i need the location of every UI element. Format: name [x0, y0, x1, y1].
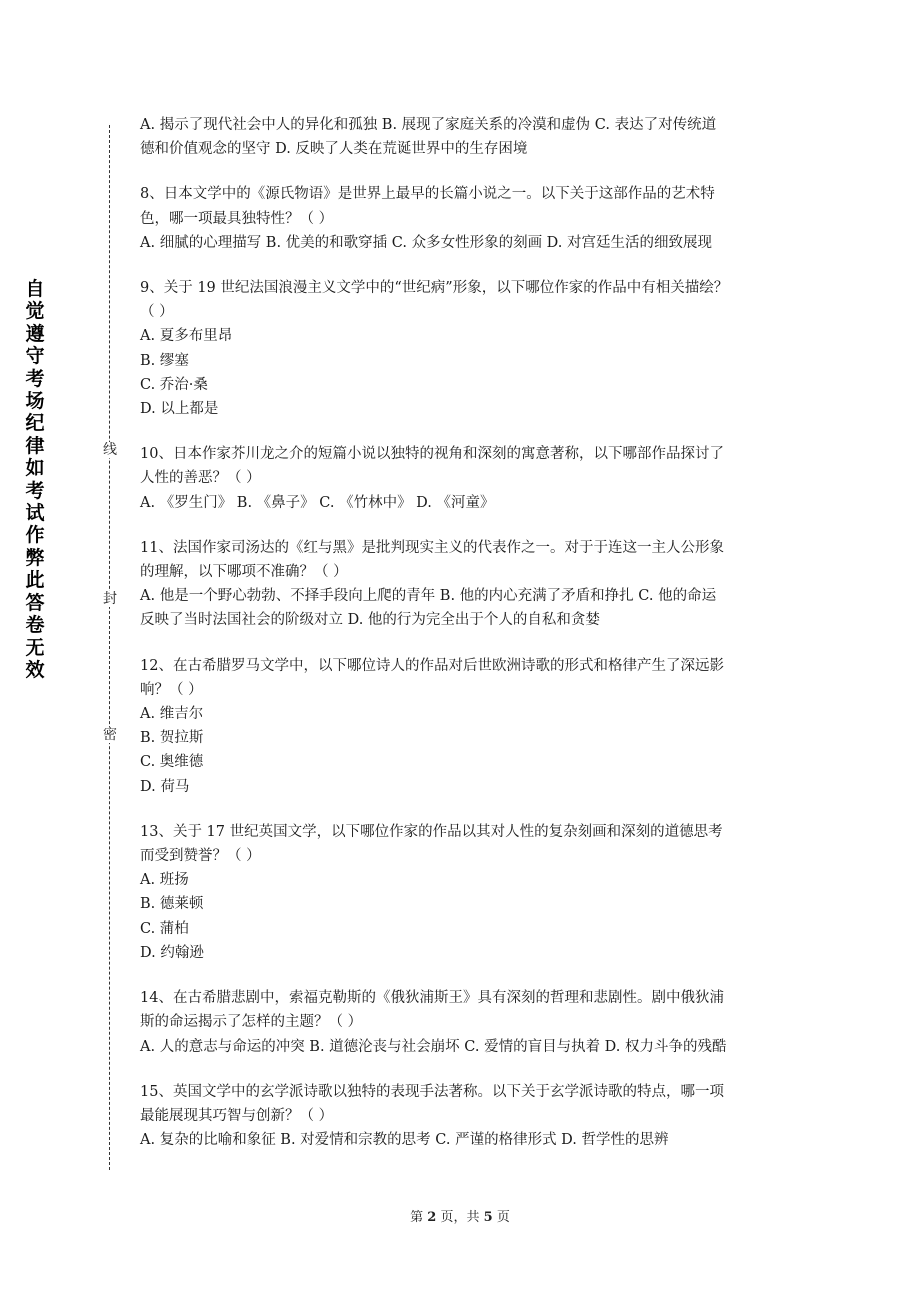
question-block-q11 — [140, 536, 782, 633]
question-text-line: A. 班扬 — [140, 872, 189, 889]
notice-char: 考 — [25, 479, 45, 502]
binding-label-line: 线 — [103, 442, 117, 458]
question-block-q10 — [140, 442, 782, 515]
question-text-line: A. 细腻的心理描写 B. 优美的和歌穿插 C. 众多女性形象的刻画 D. 对宫廷生活的细致展现 — [140, 234, 713, 251]
question-text-line: 德和价值观念的坚守 D. 反映了人类在荒诞世界中的生存困境 — [140, 141, 528, 158]
notice-char: 遵 — [25, 322, 45, 345]
question-text-line: （ ） — [140, 304, 174, 321]
binding-dashed-line — [109, 125, 110, 1170]
footer-page-number: 2 — [427, 1210, 437, 1225]
question-text-line: C. 奥维德 — [140, 754, 204, 771]
notice-char: 考 — [25, 367, 45, 390]
question-text-line: A. 揭示了现代社会中人的异化和孤独 B. 展现了家庭关系的冷漠和虚伪 C. 表达了对传统道 — [140, 117, 717, 133]
question-block-q15 — [140, 1080, 782, 1153]
exam-discipline-notice — [22, 278, 48, 681]
question-text-line: 9、关于 19 世纪法国浪漫主义文学中的“世纪病”形象，以下哪位作家的作品中有相关描绘？ — [140, 280, 729, 297]
question-block-q9 — [140, 276, 782, 421]
question-text-line: 15、英国文学中的玄学派诗歌以独特的表现手法著称。以下关于玄学派诗歌的特点，哪一项 — [140, 1083, 724, 1100]
binding-label-secret: 密 — [103, 727, 117, 743]
question-text-line: 14、在古希腊悲剧中，索福克勒斯的《俄狄浦斯王》具有深刻的哲理和悲剧性。剧中俄狄浦 — [140, 990, 724, 1007]
notice-char: 如 — [25, 457, 45, 480]
footer-middle: 页，共 — [440, 1210, 480, 1225]
question-text-line: C. 乔治·桑 — [140, 376, 208, 393]
notice-char: 作 — [25, 524, 45, 547]
question-block-q7-options — [140, 113, 782, 161]
page-footer — [0, 1206, 920, 1225]
notice-char: 无 — [25, 636, 45, 659]
notice-char: 守 — [25, 345, 45, 368]
binding-label-seal: 封 — [103, 591, 117, 607]
footer-prefix: 第 — [410, 1210, 424, 1225]
question-block-q12 — [140, 654, 782, 799]
question-text-line: 13、关于 17 世纪英国文学，以下哪位作家的作品以其对人性的复杂刻画和深刻的道德思考 — [140, 823, 723, 840]
question-text-line: B. 德莱顿 — [140, 896, 204, 913]
question-text-line: 11、法国作家司汤达的《红与黑》是批判现实主义的代表作之一。对于于连这一主人公形象 — [140, 539, 724, 556]
question-text-line: D. 荷马 — [140, 778, 190, 795]
notice-char: 纪 — [25, 412, 45, 435]
question-text-line: 色，哪一项最具独特性？（ ） — [140, 210, 334, 227]
question-text-line: D. 约翰逊 — [140, 944, 204, 961]
question-text-line: A. 复杂的比喻和象征 B. 对爱情和宗教的思考 C. 严谨的格律形式 D. 哲学性的思辨 — [140, 1132, 669, 1149]
notice-char: 试 — [25, 502, 45, 525]
question-text-line: 10、日本作家芥川龙之介的短篇小说以独特的视角和深刻的寓意著称，以下哪部作品探讨了 — [140, 446, 724, 463]
notice-char: 卷 — [25, 614, 45, 637]
footer-suffix: 页 — [496, 1210, 510, 1225]
question-text-line: 8、日本文学中的《源氏物语》是世界上最早的长篇小说之一。以下关于这部作品的艺术特 — [140, 186, 715, 203]
notice-char: 弊 — [25, 546, 45, 569]
question-text-line: A. 夏多布里昂 — [140, 328, 233, 345]
question-text-line: A. 维吉尔 — [140, 706, 204, 723]
question-text-line: A. 《罗生门》 B. 《鼻子》 C. 《竹林中》 D. 《河童》 — [140, 494, 495, 511]
question-text-line: 斯的命运揭示了怎样的主题？（ ） — [140, 1014, 363, 1031]
question-text-line: 响？（ ） — [140, 681, 203, 698]
question-block-q14 — [140, 986, 782, 1059]
notice-char: 答 — [25, 591, 45, 614]
question-text-line: B. 缪塞 — [140, 352, 189, 369]
question-text-line: 人性的善恶？（ ） — [140, 470, 261, 487]
footer-total-pages: 5 — [483, 1210, 493, 1225]
notice-char: 效 — [25, 658, 45, 681]
notice-char: 觉 — [25, 300, 45, 323]
question-text-line: 反映了当时法国社会的阶级对立 D. 他的行为完全出于个人的自私和贪婪 — [140, 612, 600, 629]
question-text-line: A. 他是一个野心勃勃、不择手段向上爬的青年 B. 他的内心充满了矛盾和挣扎 C. 他的命运 — [140, 588, 717, 605]
question-block-q8 — [140, 182, 782, 255]
question-text-line: 而受到赞誉？（ ） — [140, 848, 261, 865]
notice-char: 律 — [25, 434, 45, 457]
question-text-line: 最能展现其巧智与创新？（ ） — [140, 1107, 334, 1124]
question-text-line: C. 蒲柏 — [140, 920, 189, 937]
question-text-line: 的理解，以下哪项不准确？（ ） — [140, 564, 348, 581]
question-text-line: D. 以上都是 — [140, 401, 219, 418]
notice-char: 此 — [25, 569, 45, 592]
question-text-line: B. 贺拉斯 — [140, 730, 204, 747]
notice-char: 自 — [25, 278, 45, 300]
question-text-line: A. 人的意志与命运的冲突 B. 道德沦丧与社会崩坏 C. 爱情的盲目与执着 D. 权力斗争的残酷 — [140, 1038, 727, 1055]
notice-char: 场 — [25, 390, 45, 413]
question-list — [140, 113, 782, 1173]
question-block-q13 — [140, 820, 782, 965]
question-text-line: 12、在古希腊罗马文学中，以下哪位诗人的作品对后世欧洲诗歌的形式和格律产生了深远影 — [140, 657, 724, 674]
